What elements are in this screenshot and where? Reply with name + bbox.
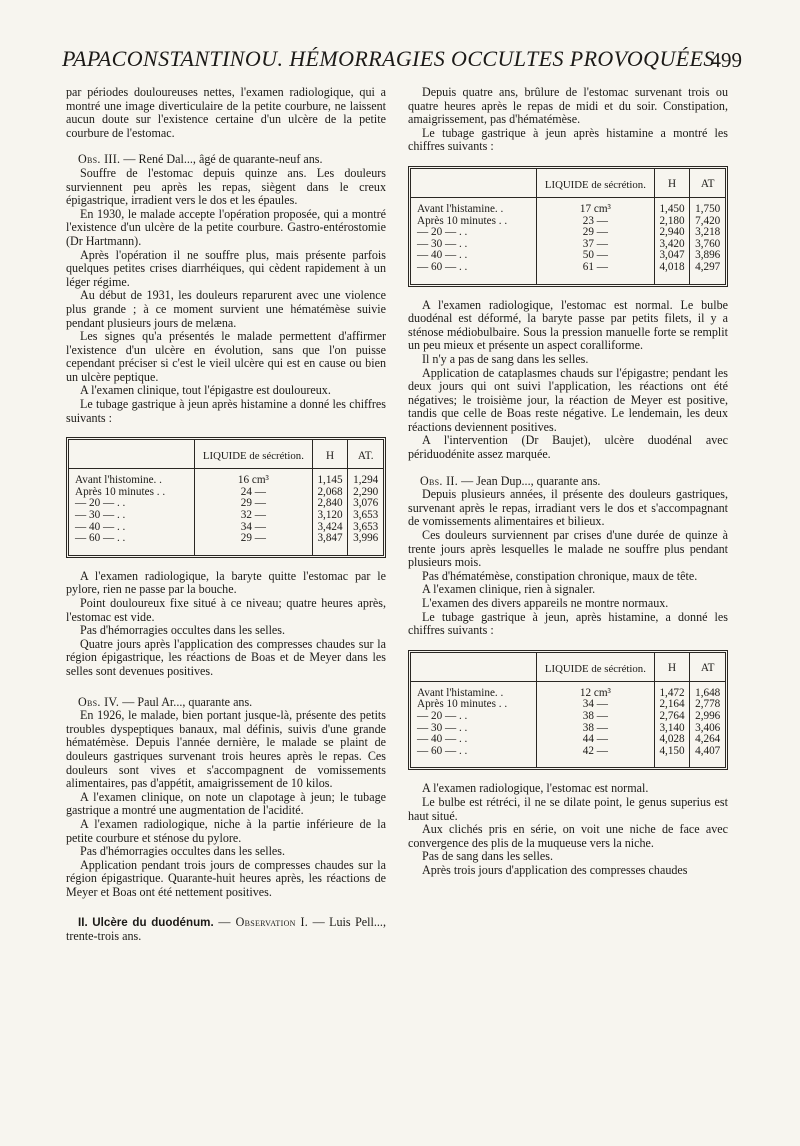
paragraph: Depuis quatre ans, brûlure de l'estomac survenant trois ou quatre heures après le repas de midi et du soir. Constipation, amaigrissement, pas d'hématémèse. <box>408 85 728 127</box>
histamine-table-obs2-duodenum <box>411 653 725 768</box>
table-cell: 1,294 <box>348 469 383 487</box>
data-table-frame <box>408 650 728 771</box>
observation-subject: — Jean Dup..., quarante ans. <box>458 473 601 488</box>
paragraph: A l'examen clinique, on note un clapotage à jeun; le tubage gastrique a montré une augmentation de l'acidité. <box>66 789 386 818</box>
table-cell: 34 — <box>537 699 655 711</box>
table-header: LIQUIDE de sécrétion. <box>195 440 313 469</box>
paragraph: Aux clichés pris en série, on voit une niche de face avec convergence des plis de la muqueuse vers la niche. <box>408 822 728 850</box>
data-table-frame <box>66 437 386 558</box>
left-column <box>66 86 386 944</box>
table-cell: — 40 — . . <box>417 249 468 262</box>
table-cell: 12 cm³ <box>537 681 655 699</box>
table-cell: 42 — <box>537 746 655 768</box>
table-cell: — 20 — . . <box>417 226 468 239</box>
table-cell: 1,450 <box>654 197 690 215</box>
observation-label: Obs. IV. <box>78 694 120 709</box>
table-cell: 3,406 <box>690 723 725 735</box>
paragraph: Au début de 1931, les douleurs reparurent avec une violence plus grande ; à ce moment survient une hématémèse suivie pendant plusieurs jours de melæna. <box>66 288 386 330</box>
observation-subject: — Paul Ar..., quarante ans. <box>119 694 253 709</box>
table-cell: 2,996 <box>690 711 725 723</box>
right-column <box>408 86 728 878</box>
paragraph: A l'examen radiologique, la baryte quitte l'estomac par le pylore, rien ne passe par la bouche. <box>66 568 386 597</box>
observation-label: Obs. II. <box>420 473 459 488</box>
paragraph: Pas d'hémorragies occultes dans les selles. <box>80 844 286 859</box>
paragraph: Point douloureux fixe situé à ce niveau; quatre heures après, l'estomac est vide. <box>66 596 386 624</box>
paragraph: Le bulbe est rétréci, il ne se dilate point, le genus superius est haut situé. <box>408 794 728 823</box>
running-header <box>62 46 742 80</box>
paragraph: Pas de sang dans les selles. <box>422 849 553 864</box>
table-cell: 3,047 <box>654 250 690 262</box>
table-cell: Après 10 minutes . . <box>75 485 166 498</box>
table-row <box>411 681 725 699</box>
table-row <box>411 197 725 215</box>
table-cell: 3,140 <box>654 723 690 735</box>
table-header <box>69 440 195 469</box>
table-cell: Avant l'histamine. . <box>417 202 504 215</box>
table-header-row <box>411 169 725 198</box>
table-header: LIQUIDE de sécrétion. <box>537 653 655 682</box>
table-cell: 3,076 <box>348 498 383 510</box>
paragraph: Pas d'hémorragies occultes dans les selles. <box>80 623 286 638</box>
table-cell: 44 — <box>537 734 655 746</box>
table-cell: Avant l'histomine. . <box>75 474 162 487</box>
table-cell: 2,164 <box>654 699 690 711</box>
table-cell: 50 — <box>537 250 655 262</box>
table-cell: — 20 — . . <box>417 709 468 722</box>
table-cell: 29 — <box>195 498 313 510</box>
paragraph: Il n'y a pas de sang dans les selles. <box>422 351 589 366</box>
table-cell: — 20 — . . <box>75 497 126 510</box>
paragraph: A l'examen radiologique, niche à la partie inférieure de la petite courbure et sténose du pylore. <box>66 816 386 845</box>
paragraph: A l'examen radiologique, l'estomac est normal. <box>422 781 649 796</box>
table-cell: 3,653 <box>348 522 383 534</box>
observation-heading <box>408 475 728 489</box>
table-cell: 2,840 <box>312 498 348 510</box>
paragraph: Application pendant trois jours de compresses chaudes sur la région épigastrique. Quarante-huit heures après, les réactions de Meyer et Boas ont été nettement positives. <box>66 857 386 899</box>
table-cell: 23 — <box>537 216 655 228</box>
paragraph: Application de cataplasmes chauds sur l'épigastre; pendant les deux jours qui ont suivi l'application, les réactions ont été négatives; le troisième jour, la réaction de Meyer est positive, tandis que celle de Boas reste négative. Le lendemain, les deux réactions deviennent positives. <box>408 365 728 434</box>
table-cell: — 60 — . . <box>417 744 468 757</box>
table-cell: 32 — <box>195 510 313 522</box>
table-header: H <box>654 653 690 682</box>
table-cell: — 60 — . . <box>417 260 468 273</box>
table-cell: 29 — <box>195 533 313 555</box>
table-row <box>411 734 725 746</box>
table-cell: 1,145 <box>312 469 348 487</box>
table-cell: 7,420 <box>690 216 725 228</box>
paragraph: A l'examen radiologique, l'estomac est normal. Le bulbe duodénal est déformé, la baryte passe par petits filets, il y a sténose médiobulbaire. Sous la pression manuelle forte se remplit un peu mieux et présente un aspect coralliforme. <box>408 297 728 353</box>
table-cell: 3,424 <box>312 522 348 534</box>
table-cell: 4,150 <box>654 746 690 768</box>
table-row <box>69 510 383 522</box>
table-row <box>411 711 725 723</box>
table-row <box>411 746 725 768</box>
histamine-table-obs1-duodenum <box>411 169 725 284</box>
paragraph: Pas d'hématémèse, constipation chronique, maux de tête. <box>422 568 698 583</box>
paragraph: A l'examen clinique, rien à signaler. <box>422 582 596 597</box>
table-header: AT <box>690 169 725 198</box>
table-cell: 4,028 <box>654 734 690 746</box>
table-cell: 1,648 <box>690 681 725 699</box>
table-header: LIQUIDE de sécrétion. <box>537 169 655 198</box>
table-cell: 4,018 <box>654 262 690 284</box>
table-cell: 4,264 <box>690 734 725 746</box>
table-cell: 3,847 <box>312 533 348 555</box>
table-row <box>411 227 725 239</box>
table-header-row <box>411 653 725 682</box>
section-heading <box>66 916 386 943</box>
data-table-frame <box>408 166 728 287</box>
table-header: H <box>312 440 348 469</box>
table-header <box>411 653 537 682</box>
paragraph: Le tubage gastrique à jeun après histamine a donné les chiffres suivants : <box>66 397 386 425</box>
observation-heading <box>66 696 386 710</box>
table-cell: — 30 — . . <box>75 509 126 522</box>
table-header <box>411 169 537 198</box>
table-cell: 61 — <box>537 262 655 284</box>
paragraph: En 1930, le malade accepte l'opération proposée, qui a montré l'existence d'un ulcère de la petite courbure. Gastro-entérostomie (Dr Hartmann). <box>66 206 386 248</box>
table-cell: Après 10 minutes . . <box>417 698 508 711</box>
table-cell: 2,290 <box>348 487 383 499</box>
table-header-row <box>69 440 383 469</box>
observation-heading <box>66 153 386 167</box>
table-cell: — 30 — . . <box>417 237 468 250</box>
table-row <box>411 262 725 284</box>
table-cell: 2,068 <box>312 487 348 499</box>
section-title: II. Ulcère du duodénum. <box>78 916 214 930</box>
paragraph: Depuis plusieurs années, il présente des douleurs gastriques, survenant après le repas, irradiant vers le dos et s'accompagnant de vomissements alimentaires et bilieux. <box>408 487 728 529</box>
running-title: PAPACONSTANTINOU. HÉMORRAGIES OCCULTES PROVOQUÉES <box>62 46 715 71</box>
table-cell: 2,180 <box>654 216 690 228</box>
table-cell: 2,940 <box>654 227 690 239</box>
paragraph: Le tubage gastrique à jeun après histamine a montré les chiffres suivants : <box>408 125 728 154</box>
table-cell: — 40 — . . <box>417 733 468 746</box>
table-cell: 3,996 <box>348 533 383 555</box>
table-header: H <box>654 169 690 198</box>
table-row <box>69 533 383 555</box>
table-cell: 24 — <box>195 487 313 499</box>
paragraph: A l'intervention (Dr Baujet), ulcère duodénal avec périduodénite assez marquée. <box>408 433 728 462</box>
page-number: 499 <box>710 48 742 72</box>
table-cell: — 30 — . . <box>417 721 468 734</box>
table-cell: 16 cm³ <box>195 469 313 487</box>
table-row <box>69 469 383 487</box>
table-cell: 1,472 <box>654 681 690 699</box>
table-cell: 3,218 <box>690 227 725 239</box>
paragraph: Quatre jours après l'application des compresses chaudes sur la région épigastrique, les réactions de Boas et de Meyer dans les selles sont devenues positives. <box>66 636 386 678</box>
observation-label: Obs. III. <box>78 152 121 167</box>
table-cell: 3,420 <box>654 239 690 251</box>
observation-label: — Observation I. <box>213 915 309 930</box>
table-cell: 17 cm³ <box>537 197 655 215</box>
table-cell: Avant l'histamine. . <box>417 686 504 699</box>
paragraph: Après trois jours d'application des compresses chaudes <box>422 862 688 877</box>
observation-subject: — René Dal..., âgé de quarante-neuf ans. <box>120 152 323 167</box>
paragraph: Le tubage gastrique à jeun, après histamine, a donné les chiffres suivants : <box>408 609 728 638</box>
table-cell: — 40 — . . <box>75 520 126 533</box>
table-cell: 3,653 <box>348 510 383 522</box>
table-cell: 3,896 <box>690 250 725 262</box>
paragraph: Après l'opération il ne souffre plus, mais présente parfois quelques petites crises diarrhéiques, qui cèdent rapidement à un léger régime. <box>66 247 386 289</box>
paragraph: Souffre de l'estomac depuis quinze ans. Les douleurs surviennent peu après les repas, siègent dans le creux épigastrique, irradient vers le dos et les épaules. <box>66 165 386 208</box>
paragraph: Ces douleurs surviennent par crises d'une durée de quinze à trente jours après lesquelles le malade ne souffre plus pendant plusieurs mois. <box>408 528 728 570</box>
table-cell: 38 — <box>537 723 655 735</box>
paragraph: En 1926, le malade, bien portant jusque-là, présente des petits troubles dyspeptiques banaux, mal définis, suivis d'une grande hématémèse. Depuis l'année dernière, le malade se plaint de douleurs gastriques survenant trois heures après le repas. Ces douleurs sont vives et s'accompagnent de vomissements alimentaires, pas d'appétit, amaigrissement de 10 kilos. <box>66 708 386 791</box>
paragraph: Les signes qu'a présentés le malade permettent d'affirmer l'existence d'un ulcère en évolution, sans que l'on puisse cependant préciser si c'est le vieil ulcère qui est en cause ou bien un ulcère peptique. <box>66 329 386 384</box>
paragraph: par périodes douloureuses nettes, l'examen radiologique, qui a montré une image diverticulaire de la petite courbure, ne laissent aucun doute sur l'existence certaine d'un ulcère de la petite courbure de l'estomac. <box>66 85 386 140</box>
table-header: AT <box>690 653 725 682</box>
table-cell: 29 — <box>537 227 655 239</box>
table-cell: 2,778 <box>690 699 725 711</box>
paragraph: L'examen des divers appareils ne montre normaux. <box>422 596 669 610</box>
table-cell: 2,764 <box>654 711 690 723</box>
table-cell: — 60 — . . <box>75 532 126 545</box>
table-cell: 34 — <box>195 522 313 534</box>
table-cell: 38 — <box>537 711 655 723</box>
observation-subject: — Luis Pell..., trente-trois ans. <box>66 915 386 944</box>
table-cell: 4,407 <box>690 746 725 768</box>
table-cell: 37 — <box>537 239 655 251</box>
table-header: AT. <box>348 440 383 469</box>
histamine-table-obs3 <box>69 440 383 555</box>
table-cell: 1,750 <box>690 197 725 215</box>
table-cell: 3,760 <box>690 239 725 251</box>
table-cell: Après 10 minutes . . <box>417 214 508 227</box>
table-cell: 3,120 <box>312 510 348 522</box>
table-cell: 4,297 <box>690 262 725 284</box>
paragraph: A l'examen clinique, tout l'épigastre est douloureux. <box>80 383 331 398</box>
